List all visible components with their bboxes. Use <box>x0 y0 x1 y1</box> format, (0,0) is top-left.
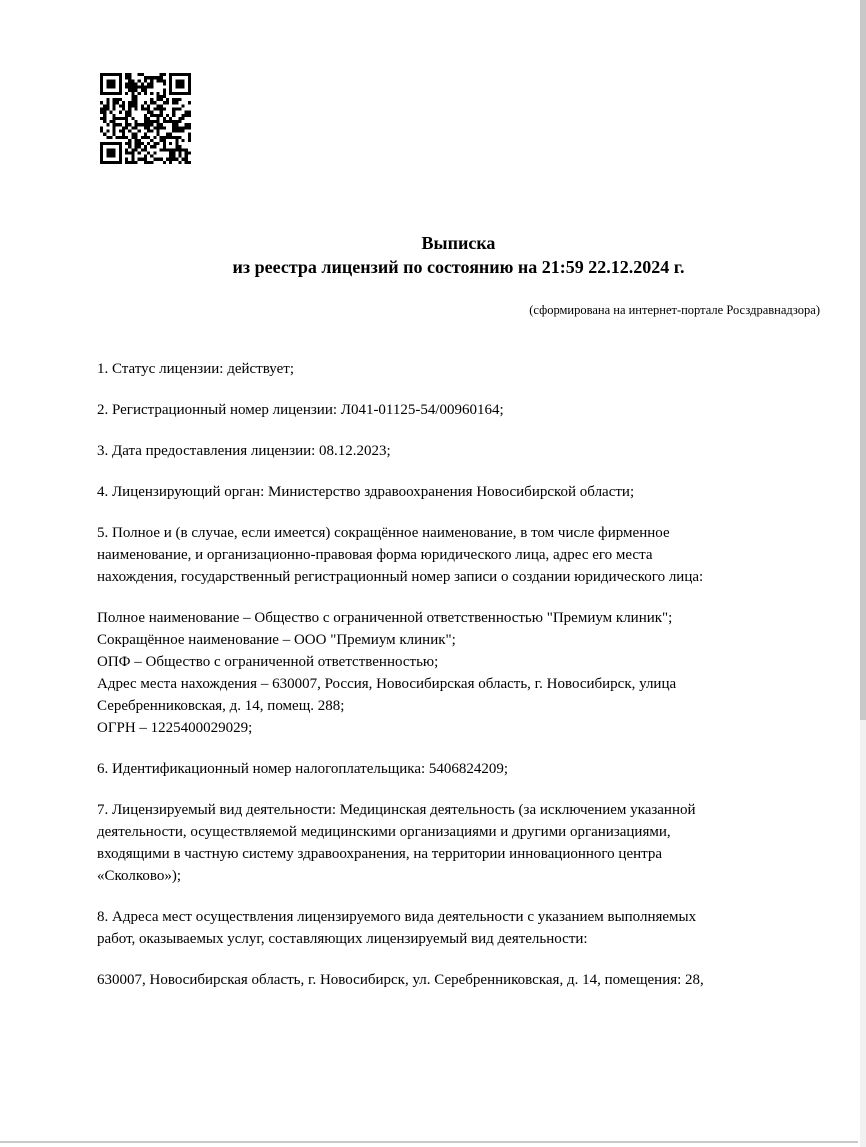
paragraph-line: 6. Идентификационный номер налогоплательщика: 5406824209; <box>97 761 509 777</box>
page-bottom-edge <box>0 1141 858 1143</box>
paragraph <box>97 481 837 503</box>
paragraph-line: 1. Статус лицензии: действует; <box>97 361 294 377</box>
qr-code-icon <box>100 73 191 164</box>
document-body <box>97 358 837 1010</box>
paragraph-line: 7. Лицензируемый вид деятельности: Медицинская деятельность (за исключением указанной <box>97 802 696 818</box>
paragraph-line: деятельности, осуществляемой медицинскими организациями и другими организациями, <box>97 824 671 840</box>
paragraph-line: Полное наименование – Общество с ограниченной ответственностью "Премиум клиник"; <box>97 610 673 626</box>
paragraph-line: нахождения, государственный регистрационный номер записи о создании юридического лица: <box>97 569 704 585</box>
paragraph <box>97 799 837 887</box>
scrollbar[interactable] <box>860 0 866 1147</box>
paragraph-line: 2. Регистрационный номер лицензии: Л041-01125-54/00960164; <box>97 402 504 418</box>
paragraph <box>97 358 837 380</box>
title-line-1: Выписка <box>421 233 496 253</box>
scrollbar-thumb[interactable] <box>860 0 866 720</box>
paragraph-line: 8. Адреса мест осуществления лицензируемого вида деятельности с указанием выполняемых <box>97 909 697 925</box>
paragraph-line: Серебренниковская, д. 14, помещ. 288; <box>97 698 345 714</box>
paragraph <box>97 522 837 588</box>
paragraph-line: 3. Дата предоставления лицензии: 08.12.2023; <box>97 443 391 459</box>
document-subtitle: (сформирована на интернет-портале Росздравнадзора) <box>529 303 820 317</box>
paragraph <box>97 906 837 950</box>
document-title <box>97 231 820 279</box>
paragraph-line: Адрес места нахождения – 630007, Россия, Новосибирская область, г. Новосибирск, улица <box>97 676 677 692</box>
paragraph-line: работ, оказываемых услуг, составляющих лицензируемый вид деятельности: <box>97 931 588 947</box>
paragraph-line: «Сколково»); <box>97 868 181 884</box>
paragraph <box>97 440 837 462</box>
paragraph <box>97 607 837 739</box>
paragraph-line: ОПФ – Общество с ограниченной ответственностью; <box>97 654 439 670</box>
paragraph-line: 4. Лицензирующий орган: Министерство здравоохранения Новосибирской области; <box>97 484 635 500</box>
paragraph-line: ОГРН – 1225400029029; <box>97 720 253 736</box>
paragraph <box>97 758 837 780</box>
paragraph-line: Сокращённое наименование – ООО "Премиум клиник"; <box>97 632 456 648</box>
paragraph-line: 5. Полное и (в случае, если имеется) сокращённое наименование, в том числе фирменное <box>97 525 670 541</box>
title-line-2: из реестра лицензий по состоянию на 21:59 22.12.2024 г. <box>232 257 685 277</box>
paragraph-line: 630007, Новосибирская область, г. Новосибирск, ул. Серебренниковская, д. 14, помещения: 28, <box>97 972 704 988</box>
paragraph-line: входящими в частную систему здравоохранения, на территории инновационного центра <box>97 846 663 862</box>
paragraph <box>97 399 837 421</box>
paragraph <box>97 969 837 991</box>
paragraph-line: наименование, и организационно-правовая форма юридического лица, адрес его места <box>97 547 653 563</box>
